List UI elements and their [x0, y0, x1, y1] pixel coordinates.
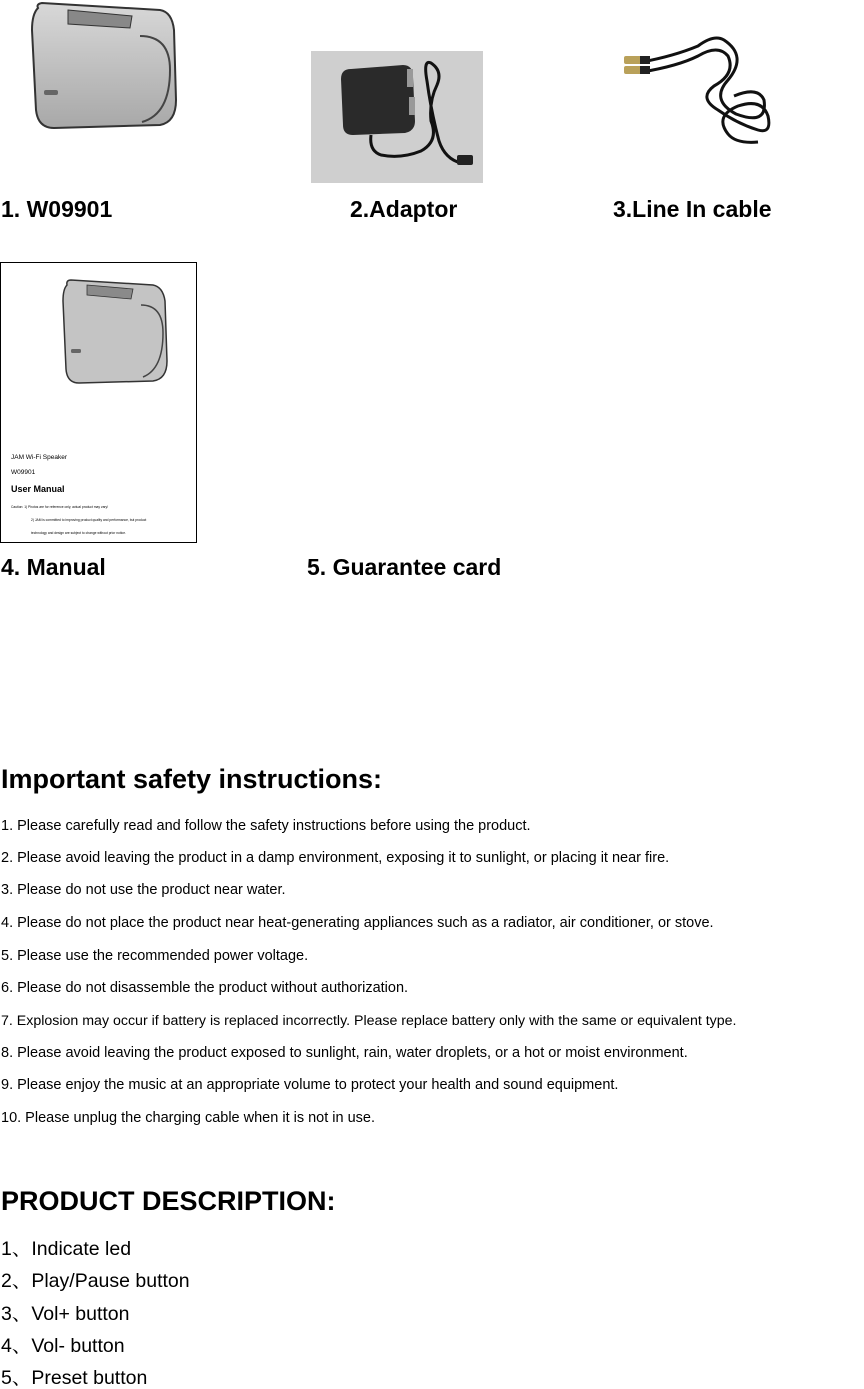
safety-item: 5. Please use the recommended power voltage.: [1, 948, 309, 964]
safety-item: 7. Explosion may occur if battery is replaced incorrectly. Please replace battery only with the same or equivalent type.: [1, 1013, 737, 1029]
manual-caution-line-2: 2) JAM is committed to improving product quality and performance, but product: [31, 518, 147, 522]
description-item: 4、Vol- button: [1, 1335, 125, 1357]
line-in-cable-image: [618, 26, 778, 150]
safety-item: 4. Please do not place the product near heat-generating appliances such as a radiator, air conditioner, or stove.: [1, 915, 714, 931]
description-item: 3、Vol+ button: [1, 1303, 130, 1325]
description-item: 5、Preset button: [1, 1367, 148, 1389]
safety-item: 3. Please do not use the product near water.: [1, 882, 286, 898]
caption-manual: 4. Manual: [1, 554, 106, 580]
manual-caution-line-1: Caution: 1) Photos are for reference only, actual product may vary!: [11, 505, 109, 509]
manual-caution-line-3: technology and design are subject to change without prior notice.: [31, 531, 126, 535]
caption-w09901: 1. W09901: [1, 196, 113, 222]
caption-guarantee-card: 5. Guarantee card: [307, 554, 502, 580]
manual-product-name: JAM Wi-Fi Speaker: [11, 454, 67, 461]
safety-item: 10. Please unplug the charging cable when it is not in use.: [1, 1110, 376, 1126]
safety-item: 6. Please do not disassemble the product without authorization.: [1, 980, 409, 996]
safety-heading: Important safety instructions:: [1, 764, 383, 794]
manual-cover-image: [0, 262, 197, 543]
description-item: 1、Indicate led: [1, 1238, 132, 1260]
manual-model: W09901: [11, 469, 36, 476]
adaptor-image: [311, 51, 483, 183]
caption-adaptor: 2.Adaptor: [350, 196, 458, 222]
manual-title: User Manual: [11, 484, 65, 494]
product-description-heading: PRODUCT DESCRIPTION:: [1, 1186, 336, 1216]
speaker-image: [20, 0, 180, 130]
safety-item: 8. Please avoid leaving the product exposed to sunlight, rain, water droplets, or a hot or moist environment.: [1, 1045, 688, 1061]
safety-item: 1. Please carefully read and follow the safety instructions before using the product.: [1, 818, 531, 834]
description-item: 2、Play/Pause button: [1, 1270, 190, 1292]
safety-item: 2. Please avoid leaving the product in a damp environment, exposing it to sunlight, or placing it near fire.: [1, 850, 670, 866]
safety-item: 9. Please enjoy the music at an appropriate volume to protect your health and sound equipment.: [1, 1077, 619, 1093]
caption-line-in-cable: 3.Line In cable: [613, 196, 772, 222]
